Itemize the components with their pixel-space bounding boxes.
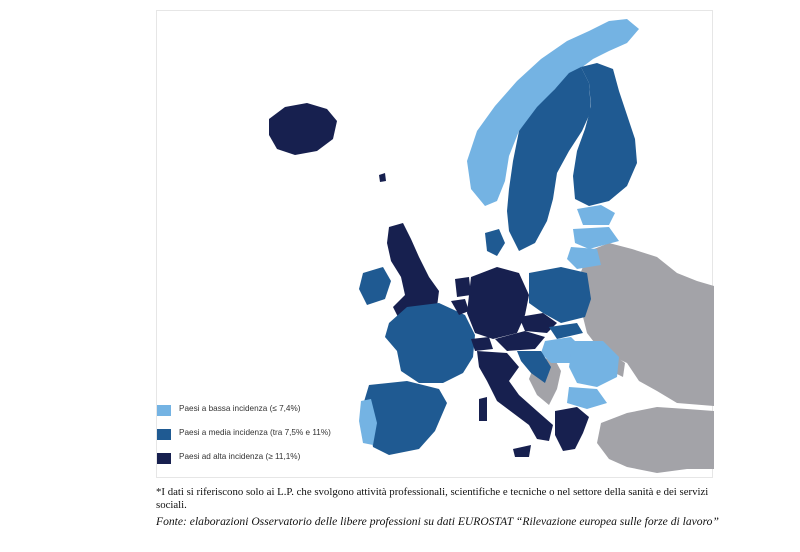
footnote: *I dati si riferiscono solo ai L.P. che svolgono attività professionali, scientifiche e tecniche o nel settore della sanità e dei servizi sociali. bbox=[156, 486, 709, 511]
country-ireland bbox=[359, 267, 391, 305]
country-denmark bbox=[485, 229, 505, 256]
country-sicily bbox=[513, 445, 531, 457]
country-lithuania bbox=[567, 247, 601, 269]
country-iceland bbox=[269, 103, 337, 155]
legend-swatch-low bbox=[157, 405, 171, 416]
map-panel bbox=[156, 10, 713, 478]
country-faroe bbox=[379, 173, 386, 182]
country-switzerland bbox=[471, 337, 493, 351]
country-greece bbox=[555, 407, 589, 451]
legend-label-medium: Paesi a media incidenza (tra 7,5% e 11%) bbox=[179, 428, 331, 437]
country-bulgaria bbox=[567, 387, 607, 409]
legend-label-low: Paesi a bassa incidenza (≤ 7,4%) bbox=[179, 404, 301, 413]
legend-swatch-high bbox=[157, 453, 171, 464]
legend-label-high: Paesi ad alta incidenza (≥ 11,1%) bbox=[179, 452, 301, 461]
source-note: Fonte: elaborazioni Osservatorio delle libere professioni su dati EUROSTAT “Rilevazione europea sulle forze di lavoro” bbox=[156, 515, 719, 528]
country-france bbox=[385, 303, 475, 383]
country-sardinia bbox=[479, 397, 487, 421]
country-turkey bbox=[597, 407, 714, 473]
country-germany bbox=[467, 267, 529, 339]
country-netherlands bbox=[455, 277, 471, 297]
country-estonia bbox=[577, 205, 615, 225]
legend-swatch-medium bbox=[157, 429, 171, 440]
